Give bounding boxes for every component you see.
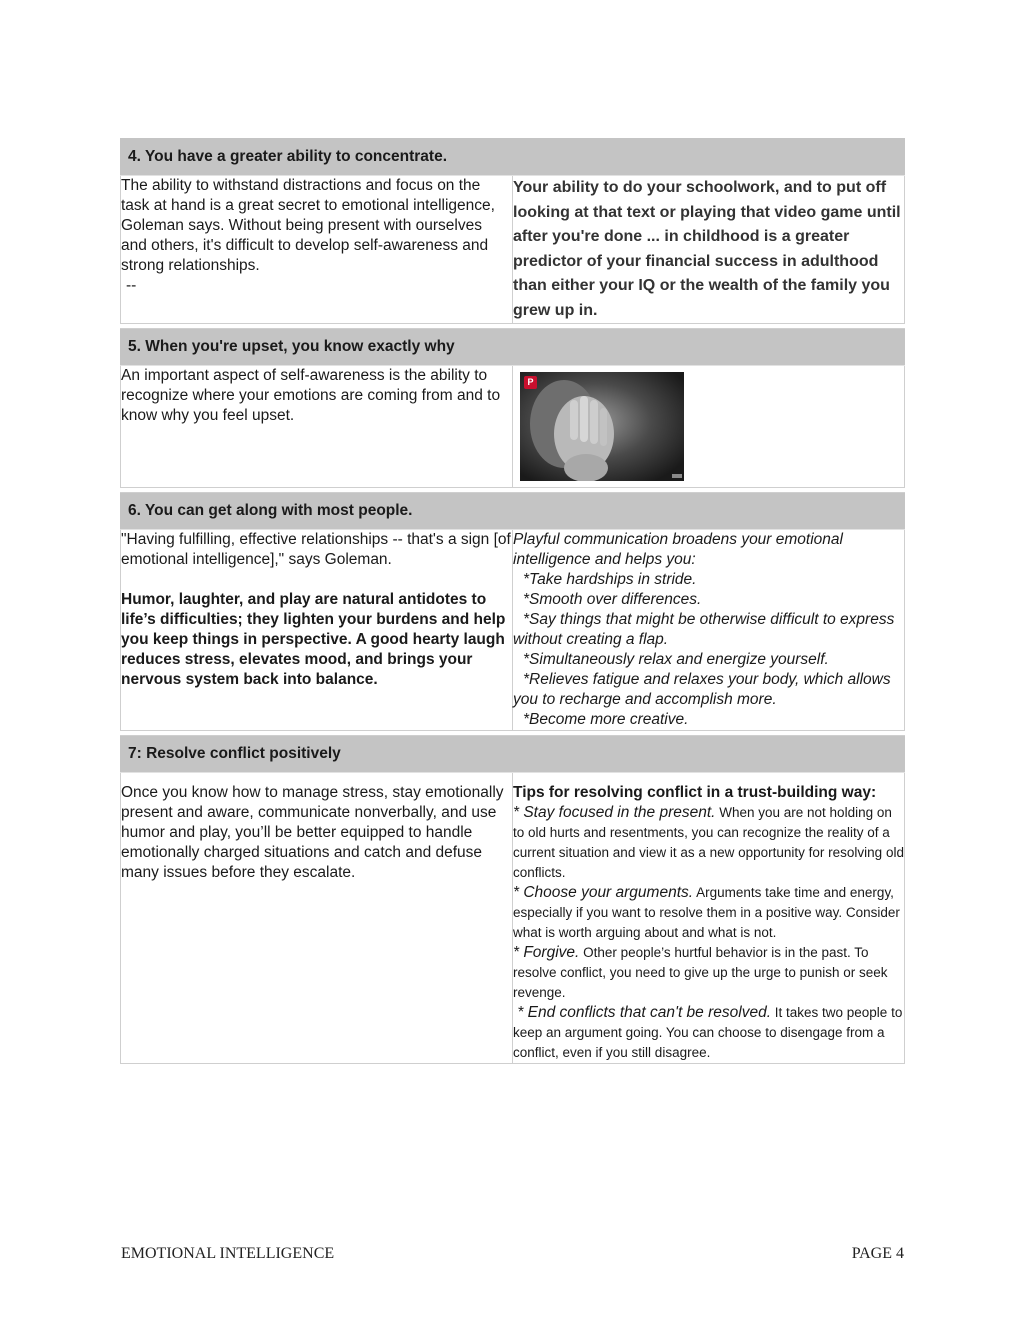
section-heading: 4. You have a greater ability to concentrate. (121, 139, 905, 176)
list-item: *Relieves fatigue and relaxes your body, which allows you to recharge and accomplish more. (513, 671, 891, 708)
footer-title: EMOTIONAL INTELLIGENCE (121, 1245, 335, 1262)
tips-title: Tips for resolving conflict in a trust-building way: (513, 784, 877, 801)
section-5-right-cell (513, 366, 905, 488)
section-6-left-cell (121, 530, 513, 731)
tip-item (513, 883, 904, 943)
section-5-left-cell (121, 366, 513, 488)
section-4-dash: -- (126, 277, 137, 294)
list-item: *Simultaneously relax and energize yourself. (523, 651, 829, 668)
tip-body: Arguments take time and energy, especially if you want to resolve them in a positive way. Consider what is worth arguing about and what is not. (513, 885, 900, 940)
list-item: *Become more creative. (523, 711, 689, 728)
section-6-bold-text: Humor, laughter, and play are natural antidotes to life’s difficulties; they lighten your burdens and help you keep things in perspective. A good hearty laugh reduces stress, elevates mood, and brings your nervous system back into balance. (121, 591, 506, 688)
section-7-left-cell (121, 773, 513, 1064)
section-4-left-cell (121, 176, 513, 324)
section-5-header (121, 329, 905, 366)
list-item: *Say things that might be otherwise difficult to express without creating a flap. (513, 611, 895, 648)
tip-body: Other people’s hurtful behavior is in the past. To resolve conflict, you need to give up the urge to punish or seek revenge. (513, 945, 888, 1000)
tip-body: When you are not holding on to old hurts and resentments, you can recognize the reality of a current situation and view it as a new opportunity for resolving old conflicts. (513, 805, 904, 880)
section-6-row (121, 530, 905, 731)
upset-person-photo (520, 372, 684, 481)
section-7-row (121, 773, 905, 1064)
section-heading: 7: Resolve conflict positively (121, 736, 905, 773)
section-4-header (121, 139, 905, 176)
tip-item (513, 1003, 904, 1063)
section-heading: 6. You can get along with most people. (121, 493, 905, 530)
section-4-quote: Your ability to do your schoolwork, and to put off looking at that text or playing that video game until after you're done ... in childhood is a greater predictor of your financial success in adulthood than either your IQ or the wealth of the family you grew up in. (513, 179, 901, 319)
section-4-body: The ability to withstand distractions and focus on the task at hand is a great secret to emotional intelligence, Goleman says. Without being present with ourselves and others, it's difficult to develop self-awareness and strong relationships. (121, 177, 495, 274)
section-5-row (121, 366, 905, 488)
list-item: *Take hardships in stride. (523, 571, 697, 588)
section-4-row (121, 176, 905, 324)
tip-item (513, 943, 904, 1003)
hands-over-face-illustration (520, 372, 684, 481)
tip-body: It takes two people to keep an argument going. You can choose to disengage from a conflict, even if you still disagree. (513, 1005, 903, 1060)
section-6-quote: "Having fulfilling, effective relationships -- that's a sign [of emotional intelligence]," says Goleman. (121, 531, 511, 568)
section-7-header (121, 736, 905, 773)
content-table (120, 138, 905, 1064)
section-5-body: An important aspect of self-awareness is the ability to recognize where your emotions are coming from and to know why you feel upset. (121, 367, 501, 424)
tip-item (513, 803, 904, 883)
tip-lead: * Stay focused in the present. (513, 804, 716, 821)
section-heading: 5. When you're upset, you know exactly why (121, 329, 905, 366)
page-number: PAGE 4 (851, 1245, 904, 1262)
list-item: *Smooth over differences. (523, 591, 702, 608)
tip-lead: * Choose your arguments. (513, 884, 694, 901)
section-4-right-cell (513, 176, 905, 324)
tip-lead: * End conflicts that can't be resolved. (513, 1004, 771, 1021)
pinterest-icon[interactable]: P (524, 376, 537, 389)
section-7-body: Once you know how to manage stress, stay emotionally present and aware, communicate nonverbally, and use humor and play, you’ll be better equipped to handle emotionally charged situations and catch and defuse many issues before they escalate. (121, 784, 504, 881)
section-6-right-cell (513, 530, 905, 731)
section-6-header (121, 493, 905, 530)
tip-lead: * Forgive. (513, 944, 580, 961)
section-6-intro: Playful communication broadens your emotional intelligence and helps you: (513, 531, 843, 568)
section-7-right-cell (513, 773, 905, 1064)
